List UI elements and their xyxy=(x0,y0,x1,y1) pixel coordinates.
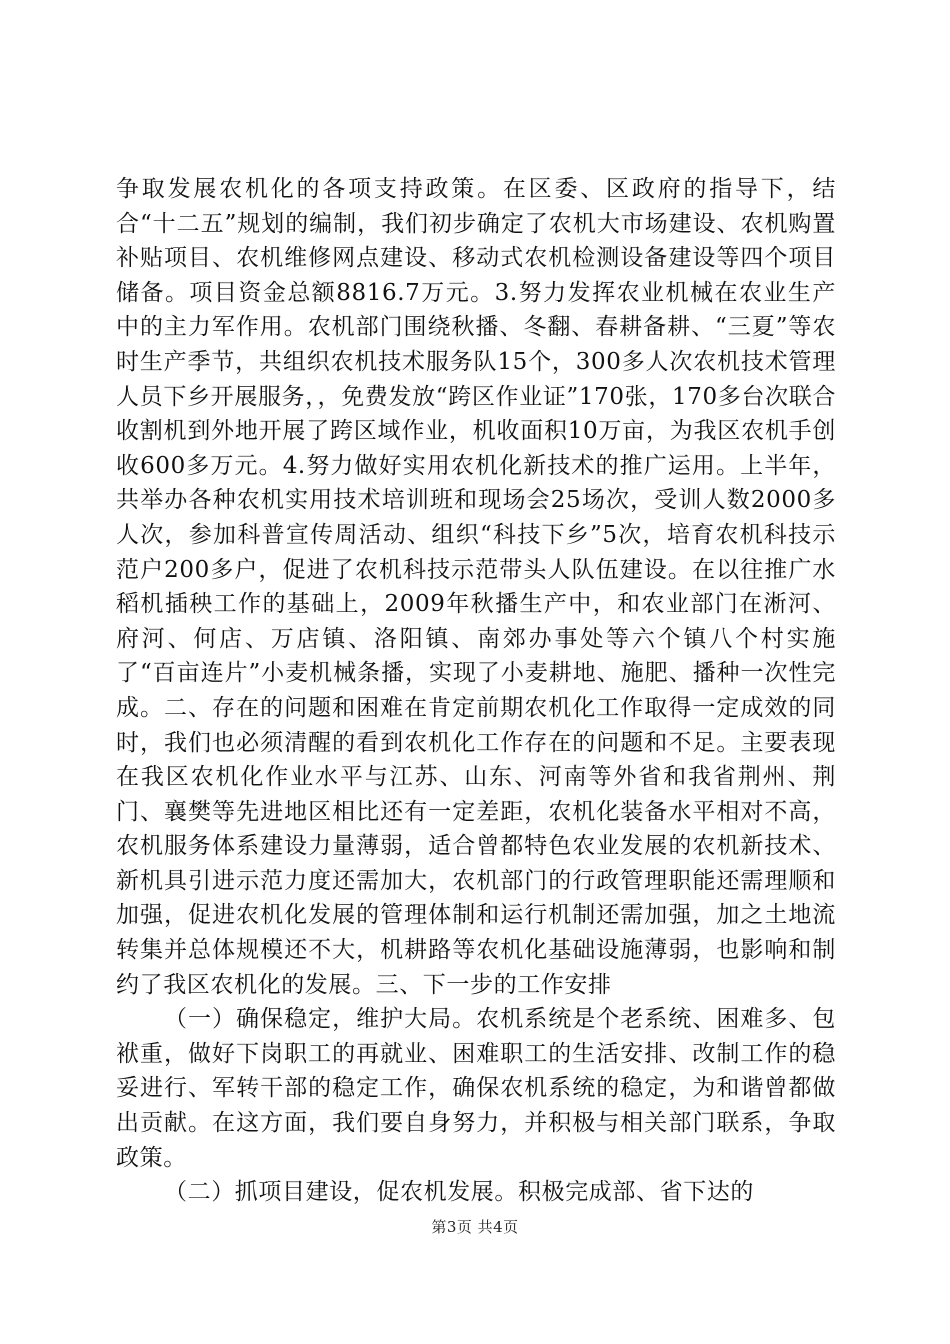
document-body xyxy=(116,172,836,1210)
paragraph-section-1: （一）确保稳定，维护大局。农机系统是个老系统、困难多、包袱重，做好下岗职工的再就业、困难职工的生活安排、改制工作的稳妥进行、军转干部的稳定工作，确保农机系统的稳定，为和谐曾都做出贡献。在这方面，我们要自身努力，并积极与相关部门联系，争取政策。 xyxy=(116,1006,836,1171)
page-footer xyxy=(0,1216,950,1237)
page-number-label: 第3页 共4页 xyxy=(431,1218,519,1236)
paragraph-section-2: （二）抓项目建设，促农机发展。积极完成部、省下达的 xyxy=(164,1179,754,1206)
paragraph-continuation: 争取发展农机化的各项支持政策。在区委、区政府的指导下，结合“十二五”规划的编制，我们初步确定了农机大市场建设、农机购置补贴项目、农机维修网点建设、移动式农机检测设备建设等四个项目储备。项目资金总额8816.7万元。3.努力发挥农业机械在农业生产中的主力军作用。农机部门围绕秋播、冬翻、春耕备耕、“三夏”等农时生产季节，共组织农机技术服务队15个，300多人次农机技术管理人员下乡开展服务，，免费发放“跨区作业证”170张，170多台次联合收割机到外地开展了跨区域作业，机收面积10万亩，为我区农机手创收600多万元。4.努力做好实用农机化新技术的推广运用。上半年，共举办各种农机实用技术培训班和现场会25场次，受训人数2000多人次，参加科普宣传周活动、组织“科技下乡”5次，培育农机科技示范户200多户，促进了农机科技示范带头人队伍建设。在以往推广水稻机插秧工作的基础上，2009年秋播生产中，和农业部门在淅河、府河、何店、万店镇、洛阳镇、南郊办事处等六个镇八个村实施了“百亩连片”小麦机械条播，实现了小麦耕地、施肥、播种一次性完成。二、存在的问题和困难在肯定前期农机化工作取得一定成效的同时，我们也必须清醒的看到农机化工作存在的问题和不足。主要表现在我区农机化作业水平与江苏、山东、河南等外省和我省荆州、荆门、襄樊等先进地区相比还有一定差距，农机化装备水平相对不高，农机服务体系建设力量薄弱，适合曾都特色农业发展的农机新技术、新机具引进示范力度还需加大，农机部门的行政管理职能还需理顺和加强，促进农机化发展的管理体制和运行机制还需加强，加之土地流转集并总体规模还不大，机耕路等农机化基础设施薄弱，也影响和制约了我区农机化的发展。三、下一步的工作安排 xyxy=(116,176,836,998)
